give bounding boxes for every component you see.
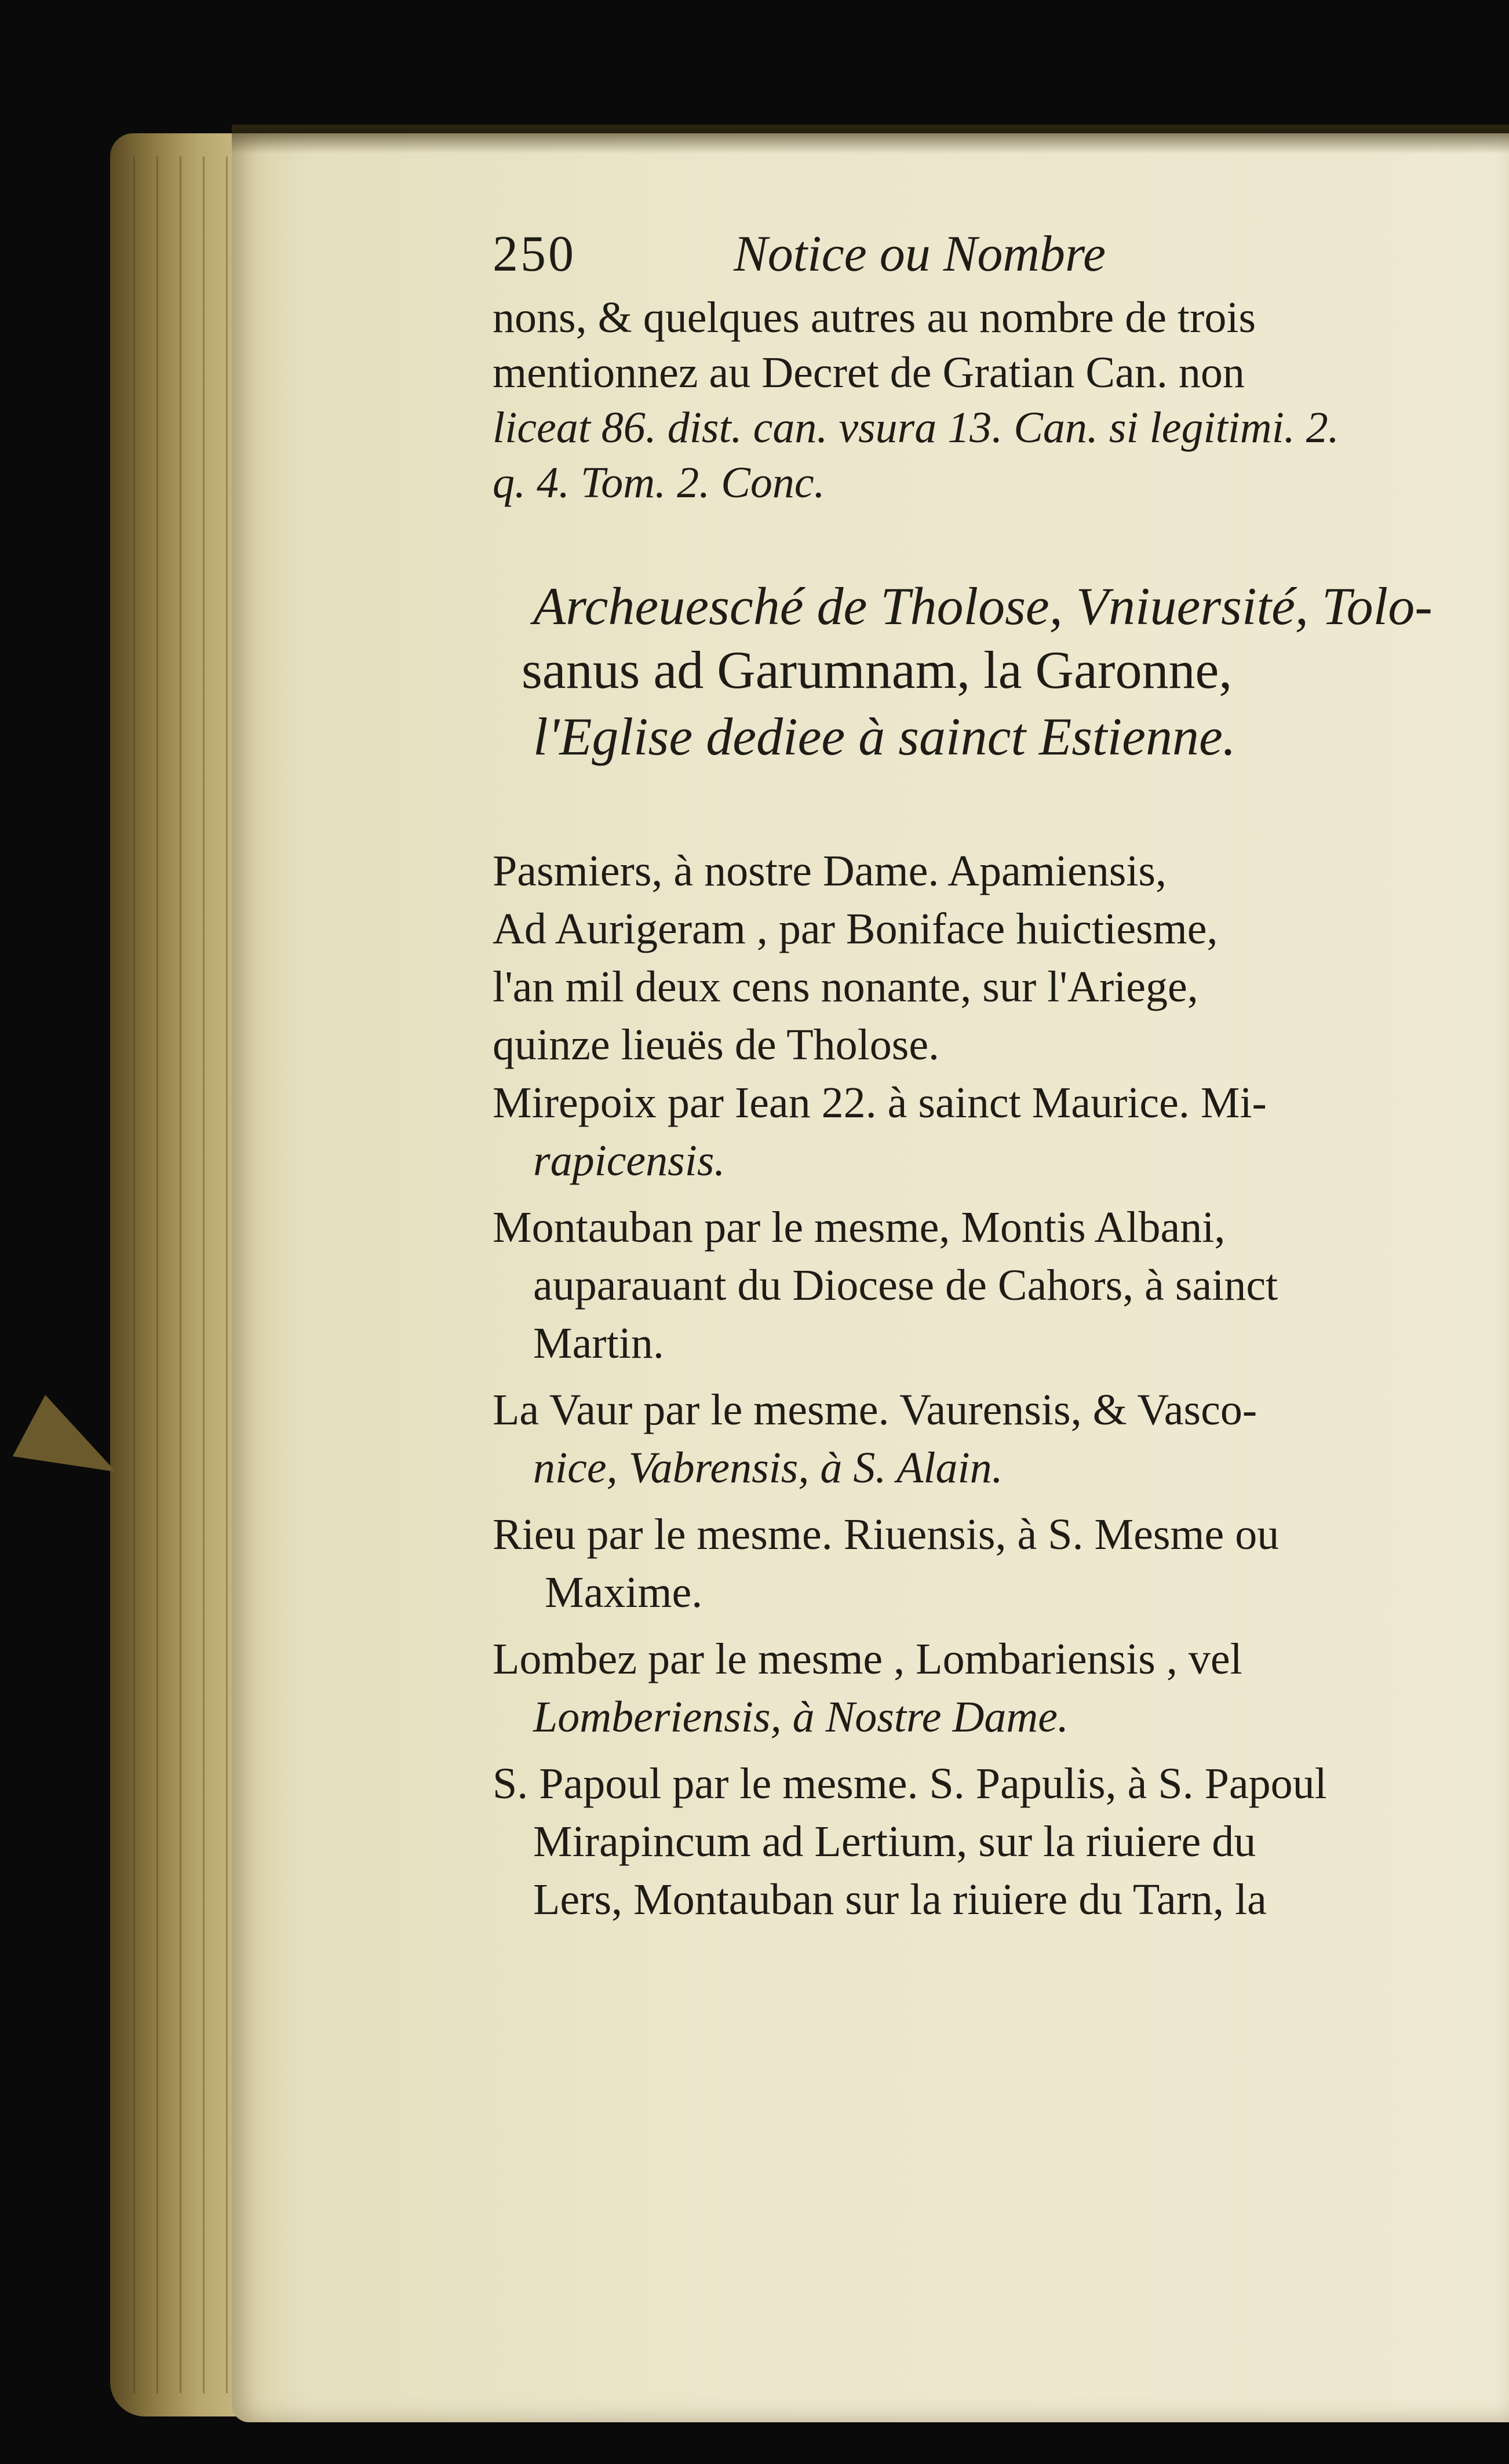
- entry-line: S. Papoul par le mesme. S. Papulis, à S. Papoul: [493, 1759, 1327, 1808]
- intro-line: mentionnez au Decret de Gratian Can. non: [493, 348, 1245, 397]
- entry-line: nice, Vabrensis, à S. Alain.: [533, 1444, 1003, 1492]
- intro-line: q. 4. Tom. 2. Conc.: [493, 458, 825, 507]
- entry-line: auparauant du Diocese de Cahors, à sainct: [533, 1261, 1278, 1310]
- section-heading-line: Archeuesché de Tholose, Vniuersité, Tolo-: [533, 577, 1433, 636]
- entry-line: Martin.: [533, 1319, 664, 1368]
- entry-line: La Vaur par le mesme. Vaurensis, & Vasco-: [493, 1386, 1258, 1434]
- entry-line: Pasmiers, à nostre Dame. Apamiensis,: [493, 847, 1167, 895]
- intro-line: nons, & quelques autres au nombre de trois: [493, 293, 1256, 342]
- entry-line: Lombez par le mesme , Lombariensis , vel: [493, 1635, 1242, 1683]
- page-number: 250: [493, 226, 576, 282]
- entry-line: rapicensis.: [533, 1136, 726, 1185]
- running-title: Notice ou Nombre: [734, 226, 1106, 282]
- entry-line: l'an mil deux cens nonante, sur l'Ariege,: [493, 963, 1198, 1011]
- page-top-shadow: [232, 125, 1509, 154]
- running-header: [493, 226, 1106, 282]
- entry-line: Lers, Montauban sur la riuiere du Tarn, la: [533, 1875, 1267, 1924]
- entry-line: Mirapincum ad Lertium, sur la riuiere du: [533, 1817, 1256, 1866]
- section-heading-line: l'Eglise dediee à sainct Estienne.: [533, 707, 1236, 766]
- entry-line: Montauban par le mesme, Montis Albani,: [493, 1203, 1226, 1252]
- entry-line: Rieu par le mesme. Riuensis, à S. Mesme ou: [493, 1510, 1280, 1559]
- intro-line: liceat 86. dist. can. vsura 13. Can. si legitimi. 2.: [493, 403, 1339, 452]
- entry-line: Mirepoix par Iean 22. à sainct Maurice. Mi-: [493, 1078, 1267, 1127]
- entry-line: Ad Aurigeram , par Boniface huictiesme,: [493, 905, 1218, 953]
- entry-line: Lomberiensis, à Nostre Dame.: [533, 1693, 1069, 1741]
- entry-line: quinze lieuës de Tholose.: [493, 1020, 940, 1069]
- entry-line: Maxime.: [545, 1568, 703, 1617]
- section-heading-line: sanus ad Garumnam, la Garonne,: [522, 640, 1233, 699]
